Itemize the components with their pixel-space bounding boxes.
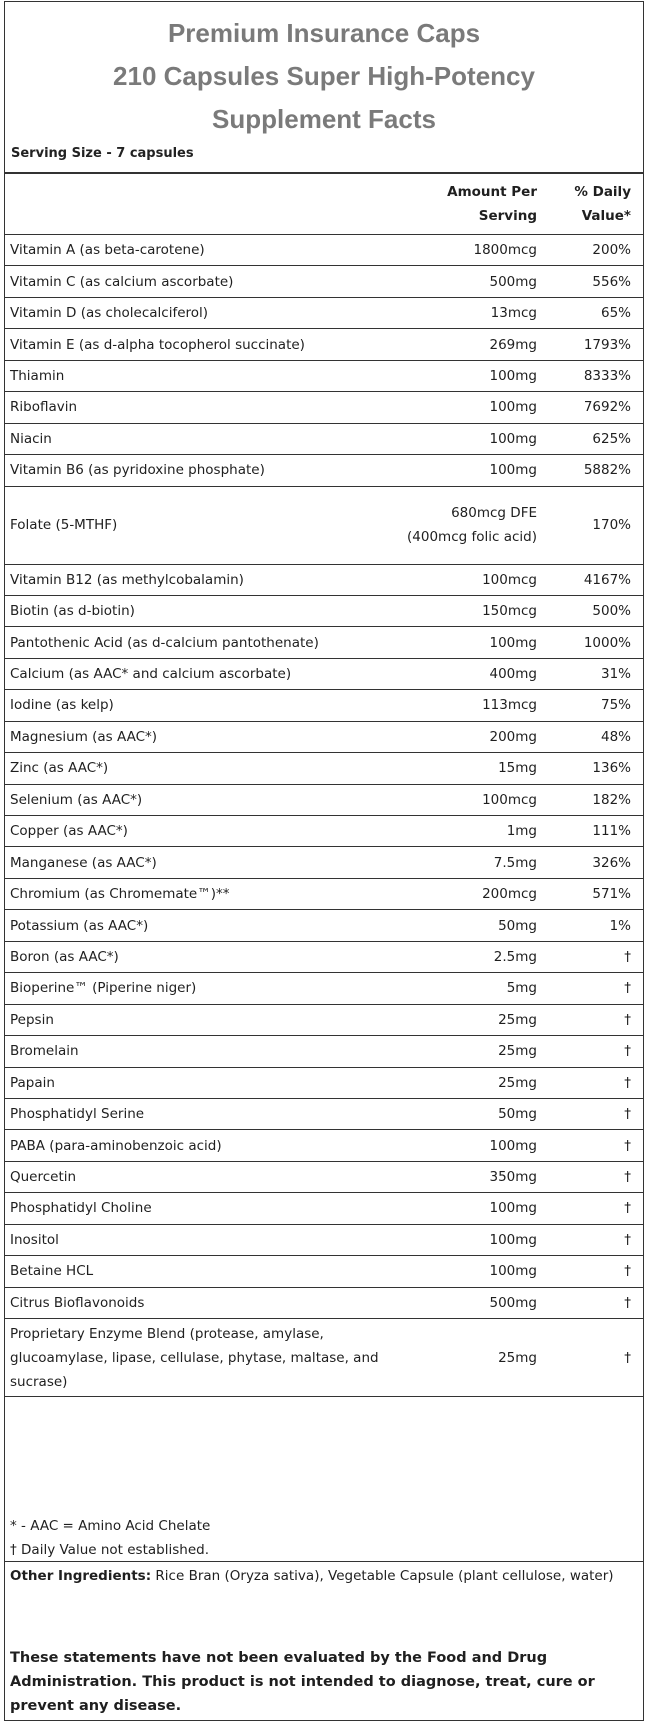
nutrient-name: Papain (5, 1067, 395, 1098)
nutrient-daily-value: † (547, 1036, 643, 1067)
nutrient-name: Zinc (as AAC*) (5, 753, 395, 784)
nutrient-amount: 5mg (395, 973, 547, 1004)
nutrient-daily-value: 111% (547, 816, 643, 847)
table-row (5, 297, 643, 328)
table-row (5, 486, 643, 564)
table-row (5, 816, 643, 847)
nutrient-daily-value: 1793% (547, 329, 643, 360)
nutrient-name: Riboflavin (5, 392, 395, 423)
nutrient-name: Pantothenic Acid (as d-calcium pantothenate) (5, 627, 395, 658)
nutrient-name: Vitamin A (as beta-carotene) (5, 235, 395, 266)
nutrient-name: Vitamin B6 (as pyridoxine phosphate) (5, 455, 395, 486)
nutrient-amount: 100mg (395, 360, 547, 391)
table-row (5, 690, 643, 721)
table-row (5, 1067, 643, 1098)
nutrient-name: Potassium (as AAC*) (5, 910, 395, 941)
nutrient-amount: 200mg (395, 721, 547, 752)
nutrient-daily-value: 65% (547, 297, 643, 328)
nutrient-name: Selenium (as AAC*) (5, 784, 395, 815)
nutrient-daily-value: † (547, 1161, 643, 1192)
nutrient-name: PABA (para-aminobenzoic acid) (5, 1130, 395, 1161)
nutrient-daily-value: 48% (547, 721, 643, 752)
nutrient-amount: 100mg (395, 1193, 547, 1224)
footnote-aac: * - AAC = Amino Acid Chelate (10, 1518, 211, 1534)
table-row (5, 1004, 643, 1035)
nutrient-daily-value: 571% (547, 878, 643, 909)
table-row (5, 423, 643, 454)
nutrient-daily-value: 1% (547, 910, 643, 941)
header-dv-line2: Value* (581, 208, 631, 224)
nutrient-amount: 100mg (395, 455, 547, 486)
nutrient-amount: 500mg (395, 266, 547, 297)
nutrient-name: Citrus Bioflavonoids (5, 1287, 395, 1318)
table-row (5, 721, 643, 752)
nutrient-daily-value: 75% (547, 690, 643, 721)
nutrient-daily-value: † (547, 1287, 643, 1318)
nutrient-daily-value: 4167% (547, 564, 643, 595)
nutrient-name: Phosphatidyl Serine (5, 1098, 395, 1129)
nutrient-name: Copper (as AAC*) (5, 816, 395, 847)
nutrient-name: Manganese (as AAC*) (5, 847, 395, 878)
nutrient-daily-value: † (547, 973, 643, 1004)
nutrient-amount: 25mg (395, 1004, 547, 1035)
nutrient-amount: 7.5mg (395, 847, 547, 878)
nutrient-amount: 100mg (395, 1256, 547, 1287)
fda-disclaimer: These statements have not been evaluated by the Food and Drug Administration. This product is not intended to diagnose, treat, cure or prevent any disease. (10, 1650, 595, 1714)
table-row (5, 595, 643, 626)
nutrient-amount: 100mcg (395, 784, 547, 815)
nutrient-daily-value: † (547, 1004, 643, 1035)
nutrient-daily-value: 556% (547, 266, 643, 297)
nutrient-amount: 100mg (395, 423, 547, 454)
table-row (5, 784, 643, 815)
other-ingredients-label: Other Ingredients: (10, 1568, 152, 1584)
table-row (5, 941, 643, 972)
product-subtitle: 210 Capsules Super High-Potency (113, 61, 535, 91)
title-block (5, 2, 643, 132)
table-row (5, 1287, 643, 1318)
nutrient-amount: 1mg (395, 816, 547, 847)
header-daily-value (547, 173, 643, 235)
nutrient-amount: 100mg (395, 1130, 547, 1161)
nutrient-name: Calcium (as AAC* and calcium ascorbate) (5, 658, 395, 689)
nutrient-amount: 100mcg (395, 564, 547, 595)
nutrient-name: Pepsin (5, 1004, 395, 1035)
nutrient-name: Boron (as AAC*) (5, 941, 395, 972)
table-row (5, 1036, 643, 1067)
nutrient-daily-value: † (547, 1098, 643, 1129)
other-ingredients (10, 1564, 635, 1588)
table-row (5, 1319, 643, 1397)
nutrient-daily-value: 136% (547, 753, 643, 784)
nutrient-daily-value: † (547, 1224, 643, 1255)
nutrient-name: Vitamin E (as d-alpha tocopherol succinate) (5, 329, 395, 360)
nutrient-daily-value: † (547, 1130, 643, 1161)
table-row (5, 1224, 643, 1255)
nutrient-daily-value: 31% (547, 658, 643, 689)
nutrient-amount: 13mcg (395, 297, 547, 328)
nutrient-name: Inositol (5, 1224, 395, 1255)
nutrient-daily-value: † (547, 1256, 643, 1287)
nutrient-amount: 100mg (395, 627, 547, 658)
table-row (5, 1256, 643, 1287)
nutrient-daily-value: 625% (547, 423, 643, 454)
nutrient-amount: 2.5mg (395, 941, 547, 972)
table-row (5, 1098, 643, 1129)
table-row (5, 1161, 643, 1192)
table-row (5, 973, 643, 1004)
table-row (5, 1130, 643, 1161)
table-row (5, 847, 643, 878)
nutrient-amount: 50mg (395, 910, 547, 941)
table-row (5, 910, 643, 941)
nutrient-name: Proprietary Enzyme Blend (protease, amylase, glucoamylase, lipase, cellulase, phytase, maltase, and sucrase) (5, 1319, 395, 1397)
nutrient-name: Thiamin (5, 360, 395, 391)
nutrient-amount: 150mcg (395, 595, 547, 626)
nutrient-amount: 100mg (395, 1224, 547, 1255)
nutrient-daily-value: † (547, 1193, 643, 1224)
nutrient-daily-value: 170% (547, 486, 643, 564)
nutrient-name: Quercetin (5, 1161, 395, 1192)
nutrient-amount: 350mg (395, 1161, 547, 1192)
nutrient-daily-value: 500% (547, 595, 643, 626)
nutrient-daily-value: 200% (547, 235, 643, 266)
nutrient-name: Bromelain (5, 1036, 395, 1067)
table-row (5, 235, 643, 266)
table-row (5, 658, 643, 689)
footnotes (5, 1504, 643, 1562)
header-row (5, 173, 643, 235)
nutrient-daily-value: 182% (547, 784, 643, 815)
nutrient-amount: 200mcg (395, 878, 547, 909)
nutrient-name: Vitamin C (as calcium ascorbate) (5, 266, 395, 297)
nutrient-daily-value: † (547, 941, 643, 972)
table-row (5, 392, 643, 423)
header-amount-line1: Amount Per (447, 184, 537, 200)
nutrient-name: Biotin (as d-biotin) (5, 595, 395, 626)
nutrient-daily-value: 5882% (547, 455, 643, 486)
facts-table (5, 172, 643, 1397)
nutrient-daily-value: 7692% (547, 392, 643, 423)
nutrient-amount: 680mcg DFE (400mcg folic acid) (395, 486, 547, 564)
nutrient-amount: 269mg (395, 329, 547, 360)
facts-heading: Supplement Facts (212, 104, 436, 134)
nutrient-amount: 1800mcg (395, 235, 547, 266)
nutrient-name: Folate (5-MTHF) (5, 486, 395, 564)
nutrient-name: Magnesium (as AAC*) (5, 721, 395, 752)
nutrient-name: Bioperine™ (Piperine niger) (5, 973, 395, 1004)
nutrient-name: Vitamin B12 (as methylcobalamin) (5, 564, 395, 595)
header-amount-line2: Serving (478, 208, 537, 224)
footnote-dagger: † Daily Value not established. (10, 1542, 209, 1558)
nutrient-name: Iodine (as kelp) (5, 690, 395, 721)
table-row (5, 564, 643, 595)
other-ingredients-text: Rice Bran (Oryza sativa), Vegetable Capsule (plant cellulose, water) (151, 1568, 614, 1584)
product-name: Premium Insurance Caps (167, 18, 481, 48)
table-row (5, 753, 643, 784)
nutrient-daily-value: † (547, 1319, 643, 1397)
nutrient-amount: 113mcg (395, 690, 547, 721)
nutrient-name: Chromium (as Chromemate™)** (5, 878, 395, 909)
header-dv-line1: % Daily (574, 184, 631, 200)
table-row (5, 1193, 643, 1224)
nutrient-amount: 500mg (395, 1287, 547, 1318)
table-row (5, 627, 643, 658)
serving-size: Serving Size - 7 capsules (11, 146, 194, 161)
nutrient-daily-value: 1000% (547, 627, 643, 658)
nutrient-name: Vitamin D (as cholecalciferol) (5, 297, 395, 328)
nutrient-amount: 25mg (395, 1036, 547, 1067)
header-amount (395, 173, 547, 235)
table-row (5, 360, 643, 391)
header-name-col (5, 173, 395, 235)
table-row (5, 329, 643, 360)
nutrient-amount: 25mg (395, 1067, 547, 1098)
nutrient-amount: 100mg (395, 392, 547, 423)
table-row (5, 266, 643, 297)
nutrient-name: Niacin (5, 423, 395, 454)
facts-body (5, 235, 643, 1397)
nutrient-amount: 25mg (395, 1319, 547, 1397)
nutrient-daily-value: 326% (547, 847, 643, 878)
nutrient-name: Betaine HCL (5, 1256, 395, 1287)
table-row (5, 878, 643, 909)
nutrient-amount: 15mg (395, 753, 547, 784)
nutrient-amount: 400mg (395, 658, 547, 689)
nutrient-daily-value: 8333% (547, 360, 643, 391)
nutrient-name: Phosphatidyl Choline (5, 1193, 395, 1224)
table-row (5, 455, 643, 486)
nutrient-daily-value: † (547, 1067, 643, 1098)
nutrient-amount: 50mg (395, 1098, 547, 1129)
supplement-facts-panel (4, 1, 644, 1721)
